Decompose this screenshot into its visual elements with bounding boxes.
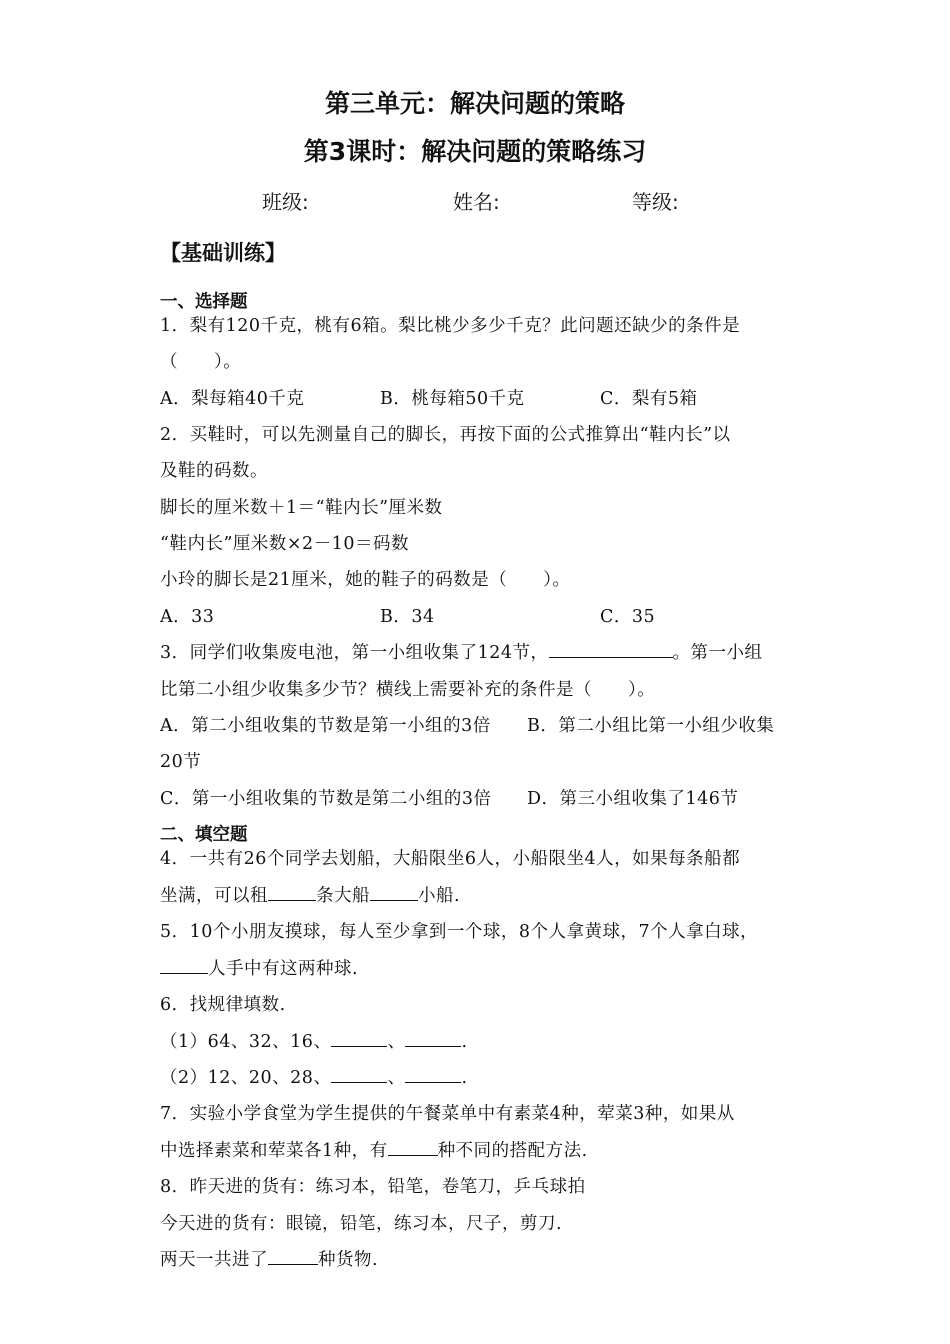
q2-option-b: B．34	[380, 607, 435, 627]
q3-line2: 比第二小组少收集多少节？横线上需要补充的条件是（ ）。	[160, 680, 656, 700]
heading-multiple-choice: 一、选择题	[160, 292, 248, 312]
q8-line3	[160, 1246, 378, 1271]
q5-line1: 5．10个小朋友摸球，每人至少拿到一个球，8个人拿黄球，7个人拿白球，	[160, 922, 759, 942]
q4-line2	[160, 882, 460, 907]
q3-option-c: C．第一小组收集的节数是第二小组的3倍	[160, 789, 492, 809]
q3-option-d: D．第三小组收集了146节	[527, 789, 739, 809]
q4-text-c: 小船.	[418, 886, 461, 906]
q6-sub2-blank2[interactable]	[405, 1064, 461, 1083]
q7-line1: 7．实验小学食堂为学生提供的午餐菜单中有素菜4种，荤菜3种，如果从	[160, 1104, 735, 1124]
q6-sub1	[160, 1028, 468, 1053]
q3-option-b: B．第二小组比第一小组少收集	[527, 716, 775, 736]
q8-blank[interactable]	[268, 1246, 318, 1265]
q2-line5: 小玲的脚长是21厘米，她的鞋子的码数是（ ）。	[160, 570, 571, 590]
q4-text-a: 坐满，可以租	[160, 886, 268, 906]
q3-option-a: A．第二小组收集的节数是第一小组的3倍	[160, 716, 491, 736]
q2-option-c: C．35	[600, 607, 656, 627]
q3-line1	[160, 639, 763, 664]
q3-option-b-cont: 20节	[160, 752, 202, 772]
unit-title: 第三单元：解决问题的策略	[324, 89, 625, 118]
q3-line1-start: 3．同学们收集废电池，第一小组收集了124节，	[160, 643, 549, 663]
class-label: 班级:	[262, 190, 309, 214]
section-basic-training: 【基础训练】	[160, 241, 286, 265]
q6-sub2-blank1[interactable]	[331, 1064, 387, 1083]
q5-text: 人手中有这两种球.	[208, 959, 359, 979]
q4-blank-small-boats[interactable]	[370, 882, 418, 901]
q8-line2: 今天进的货有：眼镜，铅笔，练习本，尺子，剪刀.	[160, 1214, 563, 1234]
q1-option-a: A．梨每箱40千克	[160, 389, 305, 409]
q6-sub2-sep: 、	[387, 1068, 406, 1088]
q1-line2: （ ）。	[160, 352, 242, 372]
q6-sub1-end: .	[461, 1032, 468, 1052]
q3-answer-blank[interactable]	[549, 639, 673, 658]
q7-text-b: 种不同的搭配方法.	[437, 1141, 588, 1161]
heading-fill-in: 二、填空题	[160, 825, 248, 845]
q5-blank[interactable]	[160, 955, 208, 974]
q5-line2	[160, 955, 358, 980]
q6-line1: 6．找规律填数.	[160, 995, 286, 1015]
q6-sub1-blank2[interactable]	[405, 1028, 461, 1047]
q4-line1: 4．一共有26个同学去划船，大船限坐6人，小船限坐4人，如果每条船都	[160, 849, 741, 869]
q6-sub1-blank1[interactable]	[331, 1028, 387, 1047]
q2-line4: “鞋内长”厘米数×2－10＝码数	[160, 534, 409, 554]
q6-sub2	[160, 1064, 468, 1089]
q8-text-b: 种货物.	[318, 1250, 379, 1270]
q2-line3: 脚长的厘米数＋1＝“鞋内长”厘米数	[160, 498, 443, 518]
q7-text-a: 中选择素菜和荤菜各1种，有	[160, 1141, 388, 1161]
q7-line2	[160, 1137, 588, 1162]
q3-line1-end: 。第一小组	[672, 643, 763, 663]
q8-text-a: 两天一共进了	[160, 1250, 268, 1270]
q2-line2: 及鞋的码数。	[160, 461, 268, 481]
q2-line1: 2．买鞋时，可以先测量自己的脚长，再按下面的公式推算出“鞋内长”以	[160, 425, 731, 445]
q8-line1: 8．昨天进的货有：练习本，铅笔，卷笔刀，乒乓球拍	[160, 1177, 586, 1197]
q4-text-b: 条大船	[316, 886, 370, 906]
q6-sub1-sep: 、	[387, 1032, 406, 1052]
lesson-title: 第3课时：解决问题的策略练习	[303, 137, 647, 166]
q1-line1: 1．梨有120千克，桃有6箱。梨比桃少多少千克？此问题还缺少的条件是	[160, 316, 741, 336]
grade-label: 等级:	[632, 190, 679, 214]
q6-sub2-end: .	[461, 1068, 468, 1088]
q6-sub2-seq: （2）12、20、28、	[160, 1068, 332, 1088]
q6-sub1-seq: （1）64、32、16、	[160, 1032, 332, 1052]
q7-blank[interactable]	[388, 1137, 438, 1156]
q2-option-a: A．33	[160, 607, 215, 627]
q1-option-c: C．梨有5箱	[600, 389, 698, 409]
name-label: 姓名:	[453, 190, 500, 214]
q1-option-b: B．桃每箱50千克	[380, 389, 525, 409]
q4-blank-big-boats[interactable]	[268, 882, 316, 901]
